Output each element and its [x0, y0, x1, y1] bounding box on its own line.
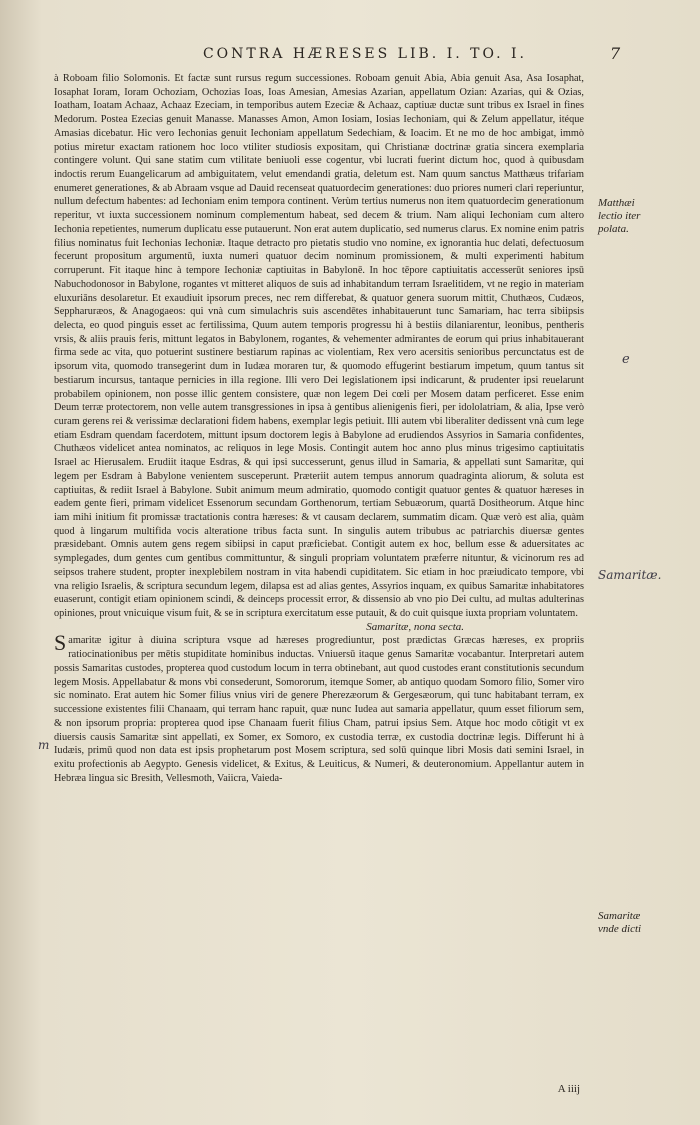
handwritten-bracket-mark: m — [38, 738, 50, 752]
running-title: CONTRA HÆRESES LIB. I. TO. I. — [202, 46, 528, 62]
margin-note-matthaei — [598, 197, 678, 236]
margin-note-line: Samaritæ — [598, 910, 641, 922]
handwritten-margin-note: Samaritæ. — [598, 568, 662, 582]
section-heading: Samaritæ, nona secta. — [366, 620, 464, 633]
signature-mark: A iiij — [557, 1083, 580, 1095]
margin-note-line: polata. — [598, 223, 629, 235]
handwritten-mark: e — [622, 352, 630, 367]
margin-note-line: lectio iter — [598, 210, 641, 222]
paragraph-genealogy: à Roboam filio Solomonis. Et factæ sunt rursus regum successiones. Roboam genuit Abia, Abia genuit Asa, Asa Iosaphat, Iosaphat Ioram, Ioram Ochoziam, Ochozias Ioas, Ioas Amesian, Amesias Azarian, appellatum Ozian: Azarias, qui & Ozias, Ioatham, Ioatam Achaaz, Achaaz Ezeciam, in temporibus autem Ezeciæ & Achaaz, captiuæ ductæ sunt tribus ex Israel in fines Medorum. Postea Ezecias genuit Manasse. Manasses Amon, Amon Iosiam, Iosias Iechoniam, qui & Zelum appellatur, itéque Amasias dicebatur. Hic vero Iechonias genuit Iechoniam appellatum Sedechiam, & Ioacim. Et ne mo de hoc ambigat, immò potius miretur exactam rationem hoc loco vtiliter studiosis expositam, qui Christianæ doctrinæ gratia sincera exemplaria contingere volunt. Qui sane statim cum vtilitate beniuoli esse cogentur, vbi lucrati fuerint dictum hoc, quod à quibusdam indoctis rerum Euangelicarum ad ambiguitatem, velut emendandi gratia, deletum est. Nam quum sanctus Matthæus trifariam enumeret generationes, & ab Abraam vsque ad Dauid recenseat quatuordecim generationes: duo priores numeri clari reperiuntur, nullum defectum habentes: ad Iechoniam enim tempora continent. Verùm tertius numerus non item quatuordecim generationum reperitur, vt iuxta successionem nominum complementum habeat, sed decem & trium. Nam aliqui Iechoniam cum altero Iechonia repetientes, numerum duplicatu esse putauerunt. Non erat autem duplicatio, sed numerus clarus. Ex nomine enim patris filius nominatus fuit Iechonias Iechoniæ. Itaque detracto pro pietatis studio vno nomine, ex ignorantia huc delati, defectuosum fecerunt propositum argumentū, iuxta numeri quatuor decim nominum promissionem, & multi experimenti habitum corruperunt. Fit itaque hinc à tempore Iechoniæ captiuitas in Babylonē. In hoc tēpore captiuitatis accesserūt seniores ipsū Nabuchodonosor in Babylone, rogantes vt mitteret aliquos de suis ad inhabitandum terram Israelitidem, vt ne regio in materiam eluxuriāns desolaretur. Et exaudiuit ipsorum preces, nec rem differebat, & quatuor genera suorum mittit, Chuthæos, Cudæos, Seppharuræos, & Anagogaeos: qui vnà cum simulachris suis ascendētes inhabitauerunt tunc Samariam, hac terra sibiipsis delecta, eo quod pinguis esset ac fertilissima, Quum autem temporis progressu hi à bestiis dilaniarentur, leonibus, pentheris vrsis, & aliis prauis feris, mittunt legatos in Babylonem, rogantes, & vehementer admirantes de eorum qui prius inhabitauerant firma sede ac vita, quo potuerint sustinere bestiarum rapinas ac violentiam, Rex vero acersitis senioribus percunctatus est de ipsorum vita, quomodo transegerint dum in Iudæa moraren tur, & quomodo effugerint bestiarum impetum, quum tantus sit bestiarum incursus, tantaque pernicies in illa regione. Illi vero Dei legislationem ipsi indicarunt, & prudenter ipsi reuelarunt probabilem opinionem, non posse illic gentem consistere, quæ non legem Dei cœli per Mosem datam perficeret. Esse enim Deum terræ protectorem, non velle autem transgressiones in ipsa à gentibus alienigenis fieri, per idololatriam, & alia, Ipse verò curam gerens rei & verissimæ declarationi fidem habens, exemplar legis petiuit. Illi autem vbi liberaliter dedissent vnà cum lege etiam Esdram quendam facerdotem, mittunt ipsum doctorem legis à Babylone ad erudiendos Assyrios in Samaria confidentes, Chuthæos videlicet antea nominatos, ac reliquos in lege Mosis. Contingit autem hoc anno plus minus trigesimo captiuitatis Israel ac Hierusalem. Erudiit itaque Esdras, & qui ipsi successerunt, genus illud in Samaria, & appellati sunt Samaritæ, qui legem per Esdram à Babylone venientem susceperunt. Præteriit autem tempus annorum quadraginta aliorum, & soluta est captiuitas, & rediit Israel à Babylone. Subit animum meum admiratio, quomodo contigit quatuor gentes & quatuor hæreses in eadem gente fieri, primam videlicet Essenorum secundam Gorthenorum, tertiam Sebuæorum, quartā Dositheorum. Atque hinc iam mihi initium fit promissæ tractationis contra hæreses: & vt causam declarem, summatim dicam. Quæ verò est alia, quàm quod à lingarum multifida vocis alteratione tribus facta sunt. In singulis autem tribubus ac patriarchis diuersæ gentes præsidebant. Omnis autem gens regem sibiipsi in caput præficiebat. Contigit autem ex hoc, bellum esse & aduersitates ac symplegades, dum gentes cum gentibus committuntur, & singuli propriam voluntatem præferre nituntur, & vicinorum res ad seipsos trahere student, propter inexplebilem nostram in vita habendi cupiditatem. Sic etiam in hoc præiudicato tempore, vbi vna religio Israelis, & scriptura secundum legem, dilapsa est ad alias gentes, Assyrios inquam, ex quibus Samaritæ inhabitatores euaserunt, contigit etiam opinionem scindi, & deinceps processit error, & dissensio ab vno pio Dei cultu, ad multas adulterinas opiniones, prout vnicuique visum fuit, & se in scriptura exercitatum esse putauit, & do cuit quisque iuxta propriam voluntatem. — [54, 73, 584, 620]
margin-note-samaritae — [598, 910, 678, 936]
page-number: 7 — [610, 44, 621, 63]
paragraph-samaritans: Samaritæ igitur à diuina scriptura vsque ad hæreses progrediuntur, post prædictas Græcas hæreses, ex propriis ratiocinationibus per mētis stupiditate hominibus inductas. Vniuersū itaque genus Samaritæ vocabantur. Interpretari autem possis Samaritas custodes, propterea quod custodum locum in terra obtinebant, aut quod custodes erant constitutionis secundum legem Mosis. Appellabatur & mons vbi consederunt, Somororum, itemque Somer, ab antiquo quodam Somoro filio, Somer viro sic nominato. Erat autem hic Somer filius vnius viri de genere Pherezæorum & Gergesæorum, qui tunc habitabant terram, ex successione existentes filii Chanaam, qui terram hanc rapuit, quæ nunc Iudea aut samaria appellatur, quum esset filiorum sem, & non ipsorum propria: propterea quod ipse Chanaam fuerit filius Cham, patrui ipsius Sem. Atque hoc modo cōtigit vt ex diuersis causis Samaritæ sint appellati, ex Somer, ex Somoro, ex custodia terræ, ex custodia doctrinæ legis. Differunt hi à Iudæis, primū quod non data est ipsis prophetarum post Mosem scriptura, sed solū quinque libri Mosis dati semini Israel, in exitu profectionis ab Aegypto. Genesis videlicet, & Exitus, & Leuiticus, & Numeri, & deuteronomium. Appellantur autem in Hebræa lingua sic Bresith, Vellesmoth, Vaiicra, Vaieda- — [54, 630, 584, 784]
margin-note-line: vnde dicti — [598, 923, 642, 935]
margin-note-line: Matthæi — [598, 197, 635, 209]
main-text-column — [54, 72, 584, 1092]
